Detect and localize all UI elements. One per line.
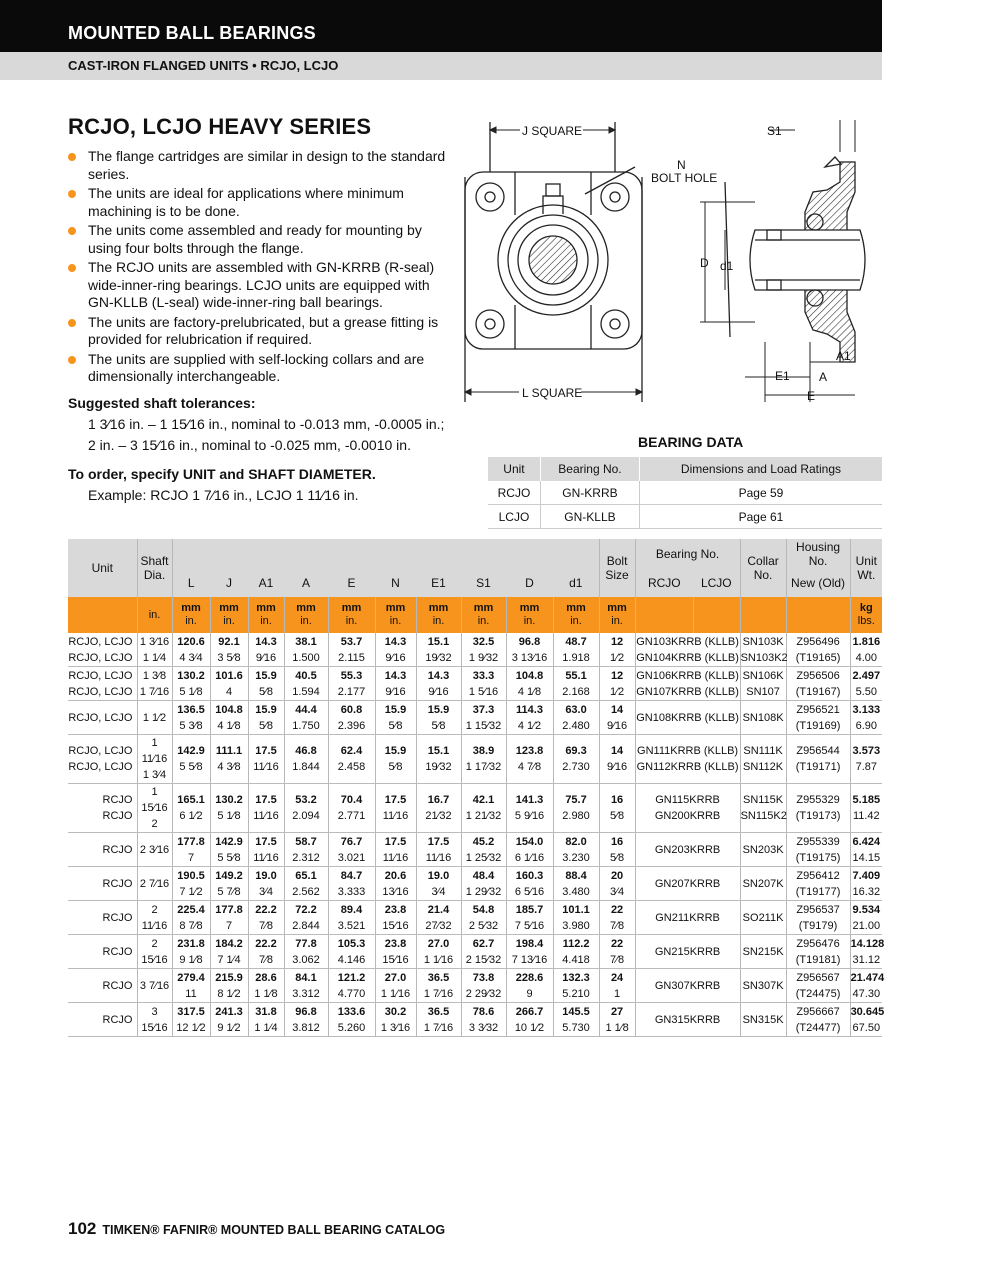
cell: 33.3 1 5⁄16 bbox=[461, 667, 506, 701]
unit-cell: mm in. bbox=[461, 597, 506, 633]
cell: 15.1 19⁄32 bbox=[416, 735, 461, 784]
side-view bbox=[725, 157, 865, 362]
column-header: Unit bbox=[68, 539, 137, 597]
cell: 23.8 15⁄16 bbox=[375, 901, 416, 935]
table-row bbox=[68, 833, 882, 867]
unit-cell: mm in. bbox=[599, 597, 635, 633]
cell: 142.9 5 5⁄8 bbox=[172, 735, 210, 784]
cell: 1 3⁄8 1 7⁄16 bbox=[137, 667, 172, 701]
cell: 38.9 1 17⁄32 bbox=[461, 735, 506, 784]
cell: 7.409 16.32 bbox=[850, 867, 882, 901]
cell: Z956412 (T19177) bbox=[786, 867, 850, 901]
cell: 30.2 1 3⁄16 bbox=[375, 1003, 416, 1037]
front-view bbox=[465, 122, 642, 402]
cell: SN103K SN103K2 bbox=[740, 633, 786, 667]
cell: 241.3 9 1⁄2 bbox=[210, 1003, 248, 1037]
feature-list bbox=[68, 148, 448, 388]
cell: RCJO bbox=[68, 935, 137, 969]
list-item: The units are supplied with self-locking collars and are dimensionally interchangeable. bbox=[68, 351, 448, 386]
cell: GN-KLLB bbox=[540, 505, 639, 529]
flange-unit-diagram bbox=[455, 112, 895, 412]
column-header: L bbox=[172, 569, 210, 597]
cell: Page 59 bbox=[639, 481, 882, 505]
subsection-header: CAST-IRON FLANGED UNITS • RCJO, LCJO bbox=[0, 52, 882, 80]
cell: RCJO, LCJO RCJO, LCJO bbox=[68, 667, 137, 701]
cell: SN111K SN112K bbox=[740, 735, 786, 784]
cell: 14.128 31.12 bbox=[850, 935, 882, 969]
cell: 266.7 10 1⁄2 bbox=[506, 1003, 553, 1037]
cell: 96.8 3 13⁄16 bbox=[506, 633, 553, 667]
cell: 62.7 2 15⁄32 bbox=[461, 935, 506, 969]
unit-cell: mm in. bbox=[284, 597, 328, 633]
cell: 84.1 3.312 bbox=[284, 969, 328, 1003]
cell: 14.3 9⁄16 bbox=[248, 633, 284, 667]
cell: 88.4 3.480 bbox=[553, 867, 599, 901]
section-header: MOUNTED BALL BEARINGS bbox=[0, 0, 882, 52]
cell: 15.1 19⁄32 bbox=[416, 633, 461, 667]
cell: 160.3 6 5⁄16 bbox=[506, 867, 553, 901]
tolerance-line: 2 in. – 3 15⁄16 in., nominal to -0.025 mm, -0.0010 in. bbox=[88, 437, 411, 453]
table-row bbox=[68, 901, 882, 935]
cell: 20.6 13⁄16 bbox=[375, 867, 416, 901]
cell: 96.8 3.812 bbox=[284, 1003, 328, 1037]
column-header: d1 bbox=[553, 569, 599, 597]
page-number: 102 bbox=[68, 1219, 97, 1238]
cell: 65.1 2.562 bbox=[284, 867, 328, 901]
unit-cell: mm in. bbox=[375, 597, 416, 633]
cell: 55.3 2.177 bbox=[328, 667, 375, 701]
cell: 53.2 2.094 bbox=[284, 784, 328, 833]
bearing-data-title: BEARING DATA bbox=[638, 434, 744, 450]
table-row bbox=[68, 633, 882, 667]
cell: 15.9 5⁄8 bbox=[248, 667, 284, 701]
cell: 190.5 7 1⁄2 bbox=[172, 867, 210, 901]
column-header: RCJO bbox=[635, 569, 693, 597]
cell: Z955339 (T19175) bbox=[786, 833, 850, 867]
cell: 36.5 1 7⁄16 bbox=[416, 1003, 461, 1037]
column-header: LCJO bbox=[693, 569, 740, 597]
cell: Z955329 (T19173) bbox=[786, 784, 850, 833]
dimensions-table bbox=[68, 539, 885, 1037]
cell: 121.2 4.770 bbox=[328, 969, 375, 1003]
cell: 15.9 5⁄8 bbox=[248, 701, 284, 735]
unit-cell: mm in. bbox=[248, 597, 284, 633]
cell: GN106KRRB (KLLB) GN107KRRB (KLLB) bbox=[635, 667, 740, 701]
cell: 77.8 3.062 bbox=[284, 935, 328, 969]
cell: GN211KRRB bbox=[635, 901, 740, 935]
cell: 3.133 6.90 bbox=[850, 701, 882, 735]
cell: RCJO bbox=[68, 1003, 137, 1037]
cell: 31.8 1 1⁄4 bbox=[248, 1003, 284, 1037]
column-header: Bearing No. bbox=[635, 539, 740, 569]
table-row bbox=[68, 735, 882, 784]
list-item: The RCJO units are assembled with GN-KRRB (R-seal) wide-inner-ring bearings. LCJO units are equipped with GN-KLLB (L-seal) wide-inner-ring ball bearings. bbox=[68, 259, 448, 312]
cell: 3 15⁄16 bbox=[137, 1003, 172, 1037]
cell: 185.7 7 5⁄16 bbox=[506, 901, 553, 935]
column-header: Housing No. bbox=[786, 539, 850, 569]
unit-cell bbox=[786, 597, 850, 633]
cell: 48.7 1.918 bbox=[553, 633, 599, 667]
cell: 22.2 7⁄8 bbox=[248, 935, 284, 969]
cell: GN103KRRB (KLLB) GN104KRRB (KLLB) bbox=[635, 633, 740, 667]
cell: 136.5 5 3⁄8 bbox=[172, 701, 210, 735]
column-header: N bbox=[375, 569, 416, 597]
table-row bbox=[68, 784, 882, 833]
cell: 1 11⁄16 1 3⁄4 bbox=[137, 735, 172, 784]
cell: 215.9 8 1⁄2 bbox=[210, 969, 248, 1003]
order-example: Example: RCJO 1 7⁄16 in., LCJO 1 11⁄16 in. bbox=[88, 487, 359, 503]
cell: RCJO, LCJO bbox=[68, 701, 137, 735]
l-square-label: L SQUARE bbox=[522, 386, 583, 400]
column-header: Dimensions and Load Ratings bbox=[639, 457, 882, 481]
cell: 225.4 8 7⁄8 bbox=[172, 901, 210, 935]
cell: 165.1 6 1⁄2 bbox=[172, 784, 210, 833]
column-header: A1 bbox=[248, 569, 284, 597]
cell: SN115K SN115K2 bbox=[740, 784, 786, 833]
cell: RCJO bbox=[68, 969, 137, 1003]
cell: 40.5 1.594 bbox=[284, 667, 328, 701]
cell: 70.4 2.771 bbox=[328, 784, 375, 833]
e1-label: E1 bbox=[775, 369, 790, 383]
cell: 104.8 4 1⁄8 bbox=[506, 667, 553, 701]
cell: GN108KRRB (KLLB) bbox=[635, 701, 740, 735]
cell: GN307KRRB bbox=[635, 969, 740, 1003]
cell: 17.5 11⁄16 bbox=[248, 833, 284, 867]
column-header: Bearing No. bbox=[540, 457, 639, 481]
cell: RCJO bbox=[68, 867, 137, 901]
column-header: Unit Wt. bbox=[850, 539, 882, 597]
cell: 2 11⁄16 bbox=[137, 901, 172, 935]
cell: SN315K bbox=[740, 1003, 786, 1037]
cell: GN-KRRB bbox=[540, 481, 639, 505]
unit-cell: mm in. bbox=[172, 597, 210, 633]
table-row bbox=[488, 481, 882, 505]
cell: 3.573 7.87 bbox=[850, 735, 882, 784]
cell: 22.2 7⁄8 bbox=[248, 901, 284, 935]
cell: 184.2 7 1⁄4 bbox=[210, 935, 248, 969]
d-label: D bbox=[700, 256, 709, 270]
column-header: Bolt Size bbox=[599, 539, 635, 597]
list-item: The units are ideal for applications where minimum machining is to be done. bbox=[68, 185, 448, 220]
cell: 16 5⁄8 bbox=[599, 833, 635, 867]
cell: 21.4 27⁄32 bbox=[416, 901, 461, 935]
cell: 60.8 2.396 bbox=[328, 701, 375, 735]
a1-label: A1 bbox=[836, 349, 851, 363]
table-row bbox=[68, 667, 882, 701]
tolerance-line: 1 3⁄16 in. – 1 15⁄16 in., nominal to -0.013 mm, -0.0005 in.; bbox=[88, 416, 445, 432]
n-label: N bbox=[677, 158, 686, 172]
column-header: New (Old) bbox=[786, 569, 850, 597]
cell: 105.3 4.146 bbox=[328, 935, 375, 969]
cell: SN106K SN107 bbox=[740, 667, 786, 701]
cell: 32.5 1 9⁄32 bbox=[461, 633, 506, 667]
d1-label: d1 bbox=[720, 259, 734, 273]
cell: 123.8 4 7⁄8 bbox=[506, 735, 553, 784]
cell: Z956544 (T19171) bbox=[786, 735, 850, 784]
column-header: S1 bbox=[461, 569, 506, 597]
cell: Z956506 (T19167) bbox=[786, 667, 850, 701]
cell: 16 5⁄8 bbox=[599, 784, 635, 833]
cell: 27.0 1 1⁄16 bbox=[416, 935, 461, 969]
table-row bbox=[68, 867, 882, 901]
cell: 2 15⁄16 bbox=[137, 935, 172, 969]
column-header: J bbox=[210, 569, 248, 597]
cell: 69.3 2.730 bbox=[553, 735, 599, 784]
cell: 6.424 14.15 bbox=[850, 833, 882, 867]
page-title: RCJO, LCJO HEAVY SERIES bbox=[68, 114, 372, 139]
column-header: Collar No. bbox=[740, 539, 786, 597]
cell: 14 9⁄16 bbox=[599, 735, 635, 784]
cell: 132.3 5.210 bbox=[553, 969, 599, 1003]
column-header: A bbox=[284, 569, 328, 597]
order-heading: To order, specify UNIT and SHAFT DIAMETER. bbox=[68, 466, 376, 482]
cell: 78.6 3 3⁄32 bbox=[461, 1003, 506, 1037]
cell: 141.3 5 9⁄16 bbox=[506, 784, 553, 833]
cell: 2.497 5.50 bbox=[850, 667, 882, 701]
column-header: Unit bbox=[488, 457, 540, 481]
column-header: E1 bbox=[416, 569, 461, 597]
cell: 37.3 1 15⁄32 bbox=[461, 701, 506, 735]
cell: SN207K bbox=[740, 867, 786, 901]
cell: 17.5 11⁄16 bbox=[416, 833, 461, 867]
cell: 12 1⁄2 bbox=[599, 667, 635, 701]
cell: Z956667 (T24477) bbox=[786, 1003, 850, 1037]
cell: SN215K bbox=[740, 935, 786, 969]
table-row bbox=[68, 1003, 882, 1037]
cell: 279.4 11 bbox=[172, 969, 210, 1003]
cell: 17.5 11⁄16 bbox=[375, 833, 416, 867]
cell: 149.2 5 7⁄8 bbox=[210, 867, 248, 901]
list-item: The units come assembled and ready for mounting by using four bolts through the flange. bbox=[68, 222, 448, 257]
cell: 1.816 4.00 bbox=[850, 633, 882, 667]
catalog-name: TIMKEN® FAFNIR® MOUNTED BALL BEARING CATALOG bbox=[102, 1223, 446, 1237]
cell: 1 1⁄2 bbox=[137, 701, 172, 735]
cell: 14 9⁄16 bbox=[599, 701, 635, 735]
cell: RCJO bbox=[68, 901, 137, 935]
cell: 14.3 9⁄16 bbox=[375, 667, 416, 701]
cell: Z956521 (T19169) bbox=[786, 701, 850, 735]
cell: 112.2 4.418 bbox=[553, 935, 599, 969]
s1-label: S1 bbox=[767, 124, 782, 138]
column-header: Shaft Dia. bbox=[137, 539, 172, 597]
tolerance-heading: Suggested shaft tolerances: bbox=[68, 395, 256, 411]
cell: 27 1 1⁄8 bbox=[599, 1003, 635, 1037]
cell: 30.645 67.50 bbox=[850, 1003, 882, 1037]
cell: 44.4 1.750 bbox=[284, 701, 328, 735]
table-row bbox=[488, 505, 882, 529]
cell: GN203KRRB bbox=[635, 833, 740, 867]
cell: 15.9 5⁄8 bbox=[416, 701, 461, 735]
unit-cell bbox=[693, 597, 740, 633]
cell: 22 7⁄8 bbox=[599, 935, 635, 969]
cell: LCJO bbox=[488, 505, 540, 529]
unit-cell bbox=[635, 597, 693, 633]
cell: RCJO RCJO bbox=[68, 784, 137, 833]
cell: 19.0 3⁄4 bbox=[416, 867, 461, 901]
cell: 19.0 3⁄4 bbox=[248, 867, 284, 901]
cell: Page 61 bbox=[639, 505, 882, 529]
cell: 62.4 2.458 bbox=[328, 735, 375, 784]
column-header: E bbox=[328, 569, 375, 597]
unit-cell: kg lbs. bbox=[850, 597, 882, 633]
cell: 130.2 5 1⁄8 bbox=[210, 784, 248, 833]
cell: 72.2 2.844 bbox=[284, 901, 328, 935]
cell: 2 7⁄16 bbox=[137, 867, 172, 901]
cell: 177.8 7 bbox=[172, 833, 210, 867]
cell: 21.474 47.30 bbox=[850, 969, 882, 1003]
cell: 15.9 5⁄8 bbox=[375, 701, 416, 735]
table-row bbox=[68, 935, 882, 969]
units-row bbox=[68, 597, 882, 633]
cell: 133.6 5.260 bbox=[328, 1003, 375, 1037]
cell: 27.0 1 1⁄16 bbox=[375, 969, 416, 1003]
cell: SN307K bbox=[740, 969, 786, 1003]
cell: 20 3⁄4 bbox=[599, 867, 635, 901]
unit-cell: mm in. bbox=[210, 597, 248, 633]
cell: RCJO, LCJO RCJO, LCJO bbox=[68, 633, 137, 667]
unit-cell bbox=[740, 597, 786, 633]
cell: 82.0 3.230 bbox=[553, 833, 599, 867]
bearing-data-table bbox=[488, 457, 882, 529]
cell: 154.0 6 1⁄16 bbox=[506, 833, 553, 867]
cell: RCJO, LCJO RCJO, LCJO bbox=[68, 735, 137, 784]
unit-cell: mm in. bbox=[553, 597, 599, 633]
cell: 22 7⁄8 bbox=[599, 901, 635, 935]
cell: 89.4 3.521 bbox=[328, 901, 375, 935]
cell: 120.6 4 3⁄4 bbox=[172, 633, 210, 667]
cell: 92.1 3 5⁄8 bbox=[210, 633, 248, 667]
unit-cell: mm in. bbox=[416, 597, 461, 633]
header-row bbox=[68, 539, 882, 569]
cell: SN203K bbox=[740, 833, 786, 867]
cell: 15.9 5⁄8 bbox=[375, 735, 416, 784]
cell: 104.8 4 1⁄8 bbox=[210, 701, 248, 735]
cell: 101.6 4 bbox=[210, 667, 248, 701]
cell: 46.8 1.844 bbox=[284, 735, 328, 784]
cell: GN315KRRB bbox=[635, 1003, 740, 1037]
unit-cell: in. bbox=[137, 597, 172, 633]
cell: 101.1 3.980 bbox=[553, 901, 599, 935]
list-item: The units are factory-prelubricated, but a grease fitting is provided for relubrication if required. bbox=[68, 314, 448, 349]
list-item: The flange cartridges are similar in design to the standard series. bbox=[68, 148, 448, 183]
cell: 1 15⁄16 2 bbox=[137, 784, 172, 833]
cell: SO211K bbox=[740, 901, 786, 935]
cell: Z956476 (T19181) bbox=[786, 935, 850, 969]
cell: 17.5 11⁄16 bbox=[248, 735, 284, 784]
cell: 45.2 1 25⁄32 bbox=[461, 833, 506, 867]
cell: 228.6 9 bbox=[506, 969, 553, 1003]
unit-cell: mm in. bbox=[506, 597, 553, 633]
cell: Z956496 (T19165) bbox=[786, 633, 850, 667]
bolt-hole-label: BOLT HOLE bbox=[651, 171, 718, 185]
cell: 177.8 7 bbox=[210, 901, 248, 935]
column-header: D bbox=[506, 569, 553, 597]
cell: 55.1 2.168 bbox=[553, 667, 599, 701]
cell: 14.3 9⁄16 bbox=[375, 633, 416, 667]
unit-cell: mm in. bbox=[328, 597, 375, 633]
cell: 14.3 9⁄16 bbox=[416, 667, 461, 701]
cell: 17.5 11⁄16 bbox=[248, 784, 284, 833]
cell: 317.5 12 1⁄2 bbox=[172, 1003, 210, 1037]
cell: RCJO bbox=[68, 833, 137, 867]
cell: 12 1⁄2 bbox=[599, 633, 635, 667]
cell: 38.1 1.500 bbox=[284, 633, 328, 667]
cell: GN215KRRB bbox=[635, 935, 740, 969]
cell: 2 3⁄16 bbox=[137, 833, 172, 867]
cell: 48.4 1 29⁄32 bbox=[461, 867, 506, 901]
cell: 231.8 9 1⁄8 bbox=[172, 935, 210, 969]
cell: 16.7 21⁄32 bbox=[416, 784, 461, 833]
cell: 24 1 bbox=[599, 969, 635, 1003]
cell: 130.2 5 1⁄8 bbox=[172, 667, 210, 701]
a-label: A bbox=[819, 370, 828, 384]
table-row bbox=[68, 969, 882, 1003]
cell: 17.5 11⁄16 bbox=[375, 784, 416, 833]
cell: Z956537 (T9179) bbox=[786, 901, 850, 935]
cell: Z956567 (T24475) bbox=[786, 969, 850, 1003]
cell: RCJO bbox=[488, 481, 540, 505]
page-footer bbox=[68, 1219, 445, 1239]
cell: GN111KRRB (KLLB) GN112KRRB (KLLB) bbox=[635, 735, 740, 784]
cell: 42.1 1 21⁄32 bbox=[461, 784, 506, 833]
cell: 54.8 2 5⁄32 bbox=[461, 901, 506, 935]
cell: 76.7 3.021 bbox=[328, 833, 375, 867]
cell: 111.1 4 3⁄8 bbox=[210, 735, 248, 784]
cell: GN115KRRB GN200KRRB bbox=[635, 784, 740, 833]
cell: GN207KRRB bbox=[635, 867, 740, 901]
table-row bbox=[68, 701, 882, 735]
cell: 84.7 3.333 bbox=[328, 867, 375, 901]
cell: 73.8 2 29⁄32 bbox=[461, 969, 506, 1003]
cell: 9.534 21.00 bbox=[850, 901, 882, 935]
unit-cell bbox=[68, 597, 137, 633]
e-label: E bbox=[807, 389, 816, 403]
cell: SN108K bbox=[740, 701, 786, 735]
cell: 63.0 2.480 bbox=[553, 701, 599, 735]
cell: 3 7⁄16 bbox=[137, 969, 172, 1003]
cell: 75.7 2.980 bbox=[553, 784, 599, 833]
cell: 36.5 1 7⁄16 bbox=[416, 969, 461, 1003]
cell: 198.4 7 13⁄16 bbox=[506, 935, 553, 969]
cell: 1 3⁄16 1 1⁄4 bbox=[137, 633, 172, 667]
j-square-label: J SQUARE bbox=[522, 124, 583, 138]
cell: 5.185 11.42 bbox=[850, 784, 882, 833]
cell: 58.7 2.312 bbox=[284, 833, 328, 867]
cell: 28.6 1 1⁄8 bbox=[248, 969, 284, 1003]
cell: 23.8 15⁄16 bbox=[375, 935, 416, 969]
cell: 114.3 4 1⁄2 bbox=[506, 701, 553, 735]
cell: 145.5 5.730 bbox=[553, 1003, 599, 1037]
cell: 53.7 2.115 bbox=[328, 633, 375, 667]
cell: 142.9 5 5⁄8 bbox=[210, 833, 248, 867]
